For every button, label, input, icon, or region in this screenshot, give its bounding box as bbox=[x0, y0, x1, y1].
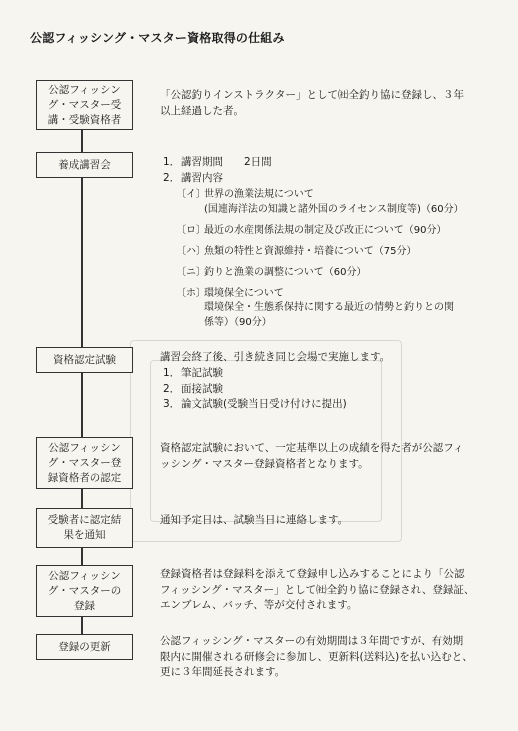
topic-text: 世界の漁業法規について (国連海洋法の知識と諸外国のライセンス制度等)（60分） bbox=[204, 189, 464, 215]
step-box-certification-exam: 資格認定試験 bbox=[36, 347, 133, 373]
course-item bbox=[163, 155, 272, 171]
topic-mark: 〔ニ〕 bbox=[176, 266, 206, 278]
topic-item bbox=[176, 224, 496, 239]
step-box-qualified-recognition: 公認フィッシン グ・マスター登 録資格者の認定 bbox=[36, 437, 133, 489]
topic-item bbox=[176, 245, 496, 260]
exam-item-text: 論文試験(受験当日受け付けに提出) bbox=[181, 398, 347, 410]
course-item bbox=[163, 171, 272, 187]
step-desc-eligibility: 「公認釣りインストラクター」として㈳全釣り協に登録し、３年 以上経過した者。 bbox=[160, 89, 464, 117]
exam-item bbox=[163, 382, 347, 398]
topic-text: 魚類の特性と資源維持・培養について（75分） bbox=[204, 245, 417, 257]
step-desc-certification-exam: 講習会終了後、引き続き同じ会場で実施します。 bbox=[160, 351, 391, 363]
exam-item bbox=[163, 397, 347, 413]
step-box-registration: 公認フィッシン グ・マスターの 登録 bbox=[36, 565, 133, 617]
topic-item bbox=[176, 266, 496, 281]
topic-mark: 〔ホ〕 bbox=[176, 287, 206, 299]
step-desc-result-notification: 通知予定日は、試験当日に連絡します。 bbox=[160, 514, 349, 526]
exam-item-number: 2． bbox=[163, 382, 181, 395]
page-title: 公認フィッシング・マスター資格取得の仕組み bbox=[30, 31, 285, 45]
course-item-number: 2． bbox=[163, 171, 181, 184]
exam-item-number: 3． bbox=[163, 398, 181, 410]
exam-item-number: 1． bbox=[163, 367, 181, 379]
step-desc-registration: 登録資格者は登録料を添えて登録申し込みすることにより「公認 フィッシング・マスター」として㈳全釣り協に登録され、登録証、 エンブレム、バッチ、等が交付されます。 bbox=[160, 568, 475, 611]
step-box-renewal: 登録の更新 bbox=[36, 634, 133, 660]
course-list bbox=[163, 155, 272, 186]
step-desc-renewal: 公認フィッシング・マスターの有効期間は３年間ですが、有効期 限内に開催される研修会に参加し、更新料(送料込)を払い込むと、 更に３年間延長されます。 bbox=[160, 635, 473, 678]
topic-mark: 〔イ〕 bbox=[176, 189, 206, 200]
step-box-result-notification: 受験者に認定結 果を通知 bbox=[36, 508, 133, 548]
topic-mark: 〔ハ〕 bbox=[176, 245, 206, 257]
exam-item bbox=[163, 366, 347, 382]
course-item-text: 講習期間 2日間 bbox=[181, 156, 272, 168]
step-box-training-course: 養成講習会 bbox=[36, 152, 133, 178]
topic-text: 環境保全について 環境保全・生態系保持に関する最近の情勢と釣りとの関 係等）（90分） bbox=[204, 287, 454, 328]
topic-item bbox=[176, 287, 496, 331]
step-box-eligibility: 公認フィッシン グ・マスター受 講・受験資格者 bbox=[36, 80, 133, 130]
course-item-number: 1． bbox=[163, 156, 181, 168]
exam-list bbox=[163, 366, 347, 413]
course-item-text: 講習内容 bbox=[181, 171, 223, 184]
step-desc-qualified-recognition: 資格認定試験において、一定基準以上の成績を得た者が公認フィ ッシング・マスター登録資格者となります。 bbox=[160, 442, 464, 470]
exam-item-text: 筆記試験 bbox=[181, 367, 223, 379]
topic-item bbox=[176, 188, 496, 217]
exam-item-text: 面接試験 bbox=[181, 382, 223, 395]
topic-text: 最近の水産関係法規の制定及び改正について（90分） bbox=[204, 224, 447, 236]
course-topics bbox=[176, 188, 496, 337]
topic-text: 釣りと漁業の調整について（60分） bbox=[204, 266, 367, 278]
topic-mark: 〔ロ〕 bbox=[176, 224, 206, 236]
